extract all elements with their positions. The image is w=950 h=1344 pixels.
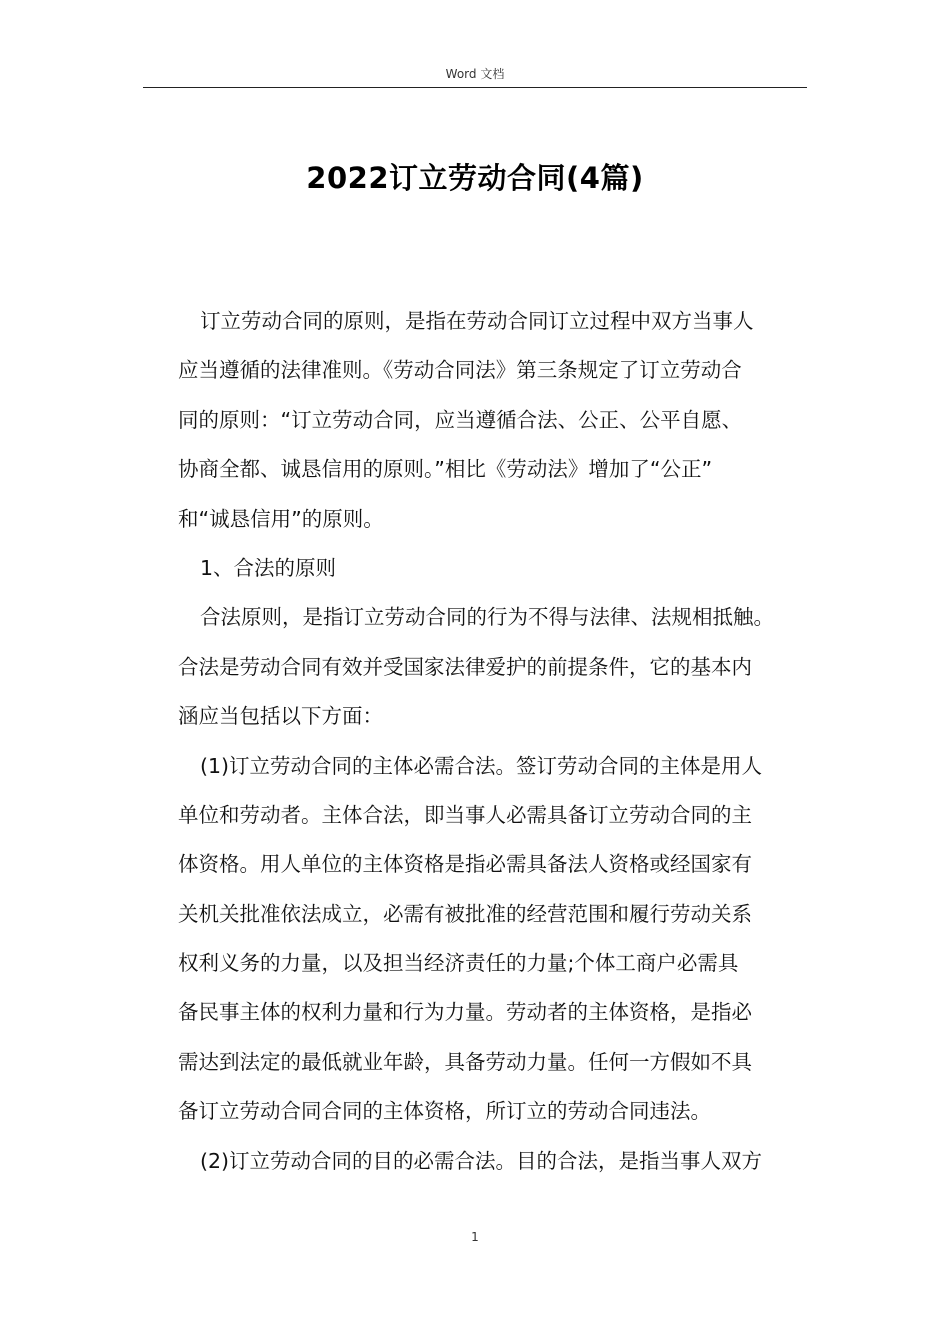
paragraph-line: 涵应当包括以下方面： — [178, 704, 383, 729]
paragraph-line: 备民事主体的权利力量和行为力量。劳动者的主体资格，是指必 — [178, 1000, 752, 1025]
paragraph-line: (2)订立劳动合同的目的必需合法。目的合法，是指当事人双方 — [200, 1148, 763, 1173]
paragraph-line: 合法是劳动合同有效并受国家法律爱护的前提条件，它的基本内 — [178, 654, 752, 679]
paragraph-line: 备订立劳动合同合同的主体资格，所订立的劳动合同违法。 — [178, 1099, 711, 1124]
paragraph-line: 协商全都、诚恳信用的原则。”相比《劳动法》增加了“公正” — [178, 457, 713, 482]
paragraph-line: 和“诚恳信用”的原则。 — [178, 506, 384, 531]
paragraph-line: 应当遵循的法律准则。《劳动合同法》第三条规定了订立劳动合 — [178, 358, 742, 383]
header-rule — [143, 87, 807, 88]
paragraph-line: (1)订立劳动合同的主体必需合法。签订劳动合同的主体是用人 — [200, 753, 763, 778]
paragraph-line: 体资格。用人单位的主体资格是指必需具备法人资格或经国家有 — [178, 852, 752, 877]
paragraph-line: 同的原则：“订立劳动合同，应当遵循合法、公正、公平自愿、 — [178, 407, 743, 432]
document-title: 2022订立劳动合同(4篇) — [306, 161, 644, 195]
paragraph-line: 订立劳动合同的原则，是指在劳动合同订立过程中双方当事人 — [200, 309, 754, 333]
paragraph-line: 关机关批准依法成立，必需有被批准的经营范围和履行劳动关系 — [178, 901, 752, 926]
paragraph-line: 单位和劳动者。主体合法，即当事人必需具备订立劳动合同的主 — [178, 802, 752, 827]
section-heading: 1、合法的原则 — [200, 555, 337, 580]
page-number: 1 — [471, 1230, 479, 1244]
paragraph-line: 需达到法定的最低就业年龄，具备劳动力量。任何一方假如不具 — [178, 1049, 752, 1074]
paragraph-line: 权利义务的力量，以及担当经济责任的力量;个体工商户必需具 — [178, 951, 739, 976]
document-body — [178, 297, 818, 1186]
page-header: Word 文档 — [445, 67, 505, 81]
paragraph-line: 合法原则，是指订立劳动合同的行为不得与法律、法规相抵触。 — [200, 605, 774, 630]
